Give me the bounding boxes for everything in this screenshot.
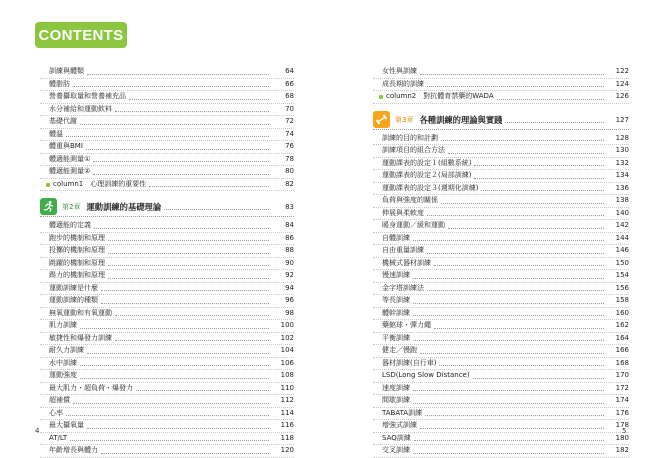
toc-entry[interactable] (373, 283, 629, 296)
toc-entry[interactable] (373, 420, 629, 433)
leader-dots (86, 148, 269, 150)
toc-entry-page: 168 (615, 358, 629, 367)
toc-entry[interactable] (40, 141, 294, 154)
toc-entry-title: 營養攝取量和營養補充品 (49, 92, 126, 100)
toc-entry-page: 108 (280, 371, 294, 379)
toc-entry[interactable] (373, 145, 629, 158)
toc-entry[interactable] (373, 445, 629, 458)
leader-dots (441, 202, 604, 204)
leader-dots (94, 227, 269, 229)
toc-entry-page: 142 (615, 221, 629, 229)
toc-entry[interactable] (40, 220, 294, 233)
toc-entry-page: 92 (285, 271, 294, 279)
toc-entry[interactable] (373, 333, 629, 346)
toc-entry[interactable] (40, 308, 294, 321)
toc-entry-title: 訓練與體類 (49, 67, 84, 75)
leader-dots (115, 110, 269, 112)
toc-entry[interactable] (40, 370, 294, 383)
toc-entry-title: 運動課表的設定１(組數系統) (382, 158, 472, 167)
toc-entry-title: 體適能的定義 (49, 221, 91, 229)
toc-entry[interactable] (373, 245, 629, 258)
leader-dots (427, 252, 604, 254)
toc-entry-title: 運動課表的設定２(局部訓練) (382, 171, 472, 179)
toc-entry[interactable] (373, 320, 629, 333)
toc-entry-title: 體脂肪 (49, 79, 70, 88)
running-person-icon (40, 198, 57, 215)
column-note-page: 126 (615, 92, 629, 100)
leader-dots (115, 339, 269, 341)
leader-dots (108, 239, 269, 241)
toc-entry[interactable] (373, 170, 629, 183)
toc-entry[interactable] (373, 358, 629, 371)
toc-entry-title: 訓練的目的和計劃 (382, 133, 438, 142)
toc-entry-title: 敏捷性和爆發力訓練 (49, 333, 112, 342)
leader-dots (474, 164, 604, 166)
page-number-right: 5 (622, 427, 627, 435)
chapter-number: 第3章 (395, 115, 414, 124)
toc-entry-page: 150 (615, 258, 629, 267)
leader-dots (413, 402, 604, 404)
leader-dots (101, 452, 269, 454)
toc-entry-page: 128 (615, 133, 629, 142)
leader-dots (413, 314, 604, 316)
toc-entry[interactable] (373, 345, 629, 358)
toc-entry-page: 72 (285, 117, 294, 125)
toc-entry-page: 68 (285, 92, 294, 100)
toc-entry-title: 暖身運動／緩和運動 (382, 221, 445, 229)
toc-entry-page: 174 (615, 396, 629, 404)
toc-entry[interactable] (40, 166, 294, 179)
toc-entry-page: 70 (285, 104, 294, 113)
toc-entry[interactable] (373, 79, 629, 92)
toc-entry-page: 86 (285, 233, 294, 242)
toc-entry[interactable] (373, 66, 629, 79)
leader-dots (73, 402, 269, 404)
toc-entry-page: 122 (615, 67, 629, 75)
toc-entry-title: 增強式訓練 (382, 421, 417, 429)
toc-entry[interactable] (373, 270, 629, 283)
toc-entry-page: 158 (615, 296, 629, 304)
toc-entry[interactable] (40, 66, 294, 79)
leader-dots (420, 352, 604, 354)
toc-left-column (40, 66, 294, 458)
toc-entry-page: 154 (615, 271, 629, 279)
toc-entry-title: 平衡訓練 (382, 333, 410, 342)
toc-entry-title: LSD(Long Slow Distance) (382, 371, 470, 379)
toc-entry-page: 170 (615, 371, 629, 379)
toc-entry-title: 機械式器材訓練 (382, 258, 431, 267)
leader-dots (420, 427, 604, 429)
leader-dots (473, 377, 604, 379)
toc-entry[interactable] (373, 233, 629, 246)
toc-entry-title: 無氧運動和有氧運動 (49, 308, 112, 317)
toc-entry[interactable] (40, 104, 294, 117)
toc-entry-title: 速度訓練 (382, 383, 410, 392)
toc-entry[interactable] (373, 195, 629, 208)
toc-entry-title: 交叉訓練 (382, 446, 410, 454)
leader-dots (108, 264, 269, 266)
toc-entry[interactable] (40, 129, 294, 142)
toc-entry-title: 最大肌力・超負荷・爆發力 (49, 383, 133, 392)
toc-entry-page: 90 (285, 258, 294, 267)
toc-entry-title: 等長訓練 (382, 296, 410, 304)
toc-entry-title: 運動強度 (49, 371, 77, 379)
leader-dots (87, 427, 269, 429)
leader-dots (413, 239, 604, 241)
toc-entry-title: 體重與BMI (49, 142, 83, 150)
toc-entry-page: 66 (285, 79, 294, 88)
leader-dots (497, 98, 604, 100)
chapter-page: 83 (285, 203, 294, 211)
toc-entry-page: 110 (280, 383, 294, 392)
leader-dots (448, 227, 604, 229)
toc-entry[interactable] (373, 408, 629, 421)
toc-entry-title: 慢速訓練 (382, 271, 410, 279)
leader-dots (505, 121, 604, 123)
toc-entry-page: 124 (615, 79, 629, 88)
column-note-2[interactable] (373, 91, 629, 104)
toc-right-column (373, 66, 629, 458)
toc-entry-title: 金字塔訓練法 (382, 283, 424, 292)
leader-dots (87, 73, 269, 75)
toc-entry-page: 176 (615, 408, 629, 417)
toc-entry[interactable] (373, 158, 629, 171)
toc-entry[interactable] (40, 395, 294, 408)
chapter-2-heading[interactable] (40, 198, 294, 217)
toc-entry[interactable] (373, 295, 629, 308)
toc-entry-title: 體溫 (49, 129, 63, 138)
toc-entry[interactable] (40, 270, 294, 283)
toc-entry-title: 水分補給和運動飲料 (49, 104, 112, 113)
toc-entry-title: 最大攝氧量 (49, 421, 84, 429)
toc-entry-page: 144 (615, 233, 629, 242)
toc-entry[interactable] (40, 433, 294, 446)
toc-entry-title: 體幹訓練 (382, 308, 410, 317)
leader-dots (66, 414, 269, 416)
toc-entry-title: 踢力的機制和原理 (49, 271, 105, 279)
toc-entry-page: 112 (280, 396, 294, 404)
toc-entry-page: 156 (615, 283, 629, 292)
toc-entry-title: 體適能測量① (49, 154, 91, 163)
toc-entry-page: 164 (615, 333, 629, 342)
toc-entry-page: 166 (615, 346, 629, 354)
toc-entry-title: 投擲的機制和原理 (49, 246, 105, 254)
toc-entry-page: 130 (615, 146, 629, 154)
toc-entry[interactable] (40, 91, 294, 104)
toc-entry-title: 負荷與強度的關係 (382, 196, 438, 204)
toc-entry[interactable] (40, 258, 294, 271)
leader-dots (427, 85, 604, 87)
toc-entry-page: 102 (280, 333, 294, 342)
leader-dots (427, 289, 604, 291)
toc-left-top-list (40, 66, 294, 179)
toc-entry[interactable] (373, 395, 629, 408)
toc-entry[interactable] (373, 220, 629, 233)
leader-dots (439, 364, 604, 366)
square-bullet-icon (46, 183, 50, 187)
leader-dots (70, 439, 269, 441)
leader-dots (80, 123, 269, 125)
leader-dots (414, 439, 604, 441)
toc-entry-page: 146 (615, 246, 629, 254)
toc-entry-page: 136 (615, 183, 629, 192)
leader-dots (427, 214, 604, 216)
toc-entry-title: 女性與訓練 (382, 67, 417, 75)
chapter-3-heading[interactable] (373, 111, 629, 130)
chapter-title: 各種訓練的理論與實踐 (419, 114, 503, 125)
toc-entry-title: 自體訓練 (382, 233, 410, 242)
toc-entry-title: 跳躍的機制和原理 (49, 258, 105, 267)
toc-entry[interactable] (373, 383, 629, 396)
toc-entry[interactable] (40, 408, 294, 421)
toc-entry-page: 94 (285, 283, 294, 292)
chapter-page: 127 (615, 115, 629, 124)
toc-right-top-list (373, 66, 629, 91)
toc-entry[interactable] (40, 358, 294, 371)
toc-entry-page: 76 (285, 142, 294, 150)
toc-entry-page: 116 (280, 421, 294, 429)
leader-dots (420, 73, 604, 75)
toc-entry[interactable] (40, 320, 294, 333)
toc-entry-title: 水中訓練 (49, 358, 77, 367)
toc-entry[interactable] (40, 445, 294, 458)
toc-right-chapter-list (373, 133, 629, 458)
toc-entry-title: 運動訓練的種類 (49, 296, 98, 304)
leader-dots (80, 377, 269, 379)
toc-entry-title: 訓練項目的組合方法 (382, 146, 445, 154)
toc-entry-page: 96 (285, 296, 294, 304)
toc-entry-page: 114 (280, 408, 294, 417)
leader-dots (93, 160, 269, 162)
toc-entry-title: 運動課表的設定３(週期化訓練) (382, 183, 479, 192)
toc-entry[interactable] (40, 233, 294, 246)
leader-dots (80, 364, 269, 366)
toc-entry-page: 182 (615, 446, 629, 454)
toc-entry-page: 138 (615, 196, 629, 204)
toc-entry-page: 172 (615, 383, 629, 392)
toc-entry[interactable] (373, 258, 629, 271)
toc-entry-title: 間歇訓練 (382, 396, 410, 404)
column-note-page: 82 (285, 179, 294, 188)
toc-entry[interactable] (40, 295, 294, 308)
leader-dots (441, 139, 604, 141)
toc-entry-page: 132 (615, 158, 629, 167)
column-note-1[interactable] (40, 179, 294, 192)
leader-dots (164, 208, 269, 210)
toc-entry[interactable] (40, 245, 294, 258)
leader-dots (93, 173, 269, 175)
toc-entry-page: 84 (285, 221, 294, 229)
toc-entry-title: 基礎代謝 (49, 117, 77, 125)
toc-entry-title: 運動訓練是什麼 (49, 283, 98, 292)
leader-dots (434, 327, 604, 329)
toc-entry-page: 78 (285, 154, 294, 163)
leader-dots (149, 185, 269, 187)
toc-entry[interactable] (40, 345, 294, 358)
toc-entry-title: 器材訓練(自行車) (382, 358, 437, 367)
leader-dots (413, 452, 604, 454)
toc-left-chapter-list (40, 220, 294, 458)
toc-entry-title: SAQ訓練 (382, 433, 411, 442)
dumbbell-icon (373, 111, 390, 128)
toc-entry[interactable] (40, 283, 294, 296)
leader-dots (73, 85, 269, 87)
leader-dots (87, 352, 269, 354)
toc-entry-page: 162 (615, 321, 629, 329)
toc-entry-page: 64 (285, 67, 294, 75)
leader-dots (413, 277, 604, 279)
toc-entry-title: 藥館球・彈力繩 (382, 321, 431, 329)
leader-dots (101, 289, 269, 291)
toc-entry-title: 跑步的機制和原理 (49, 233, 105, 242)
toc-entry[interactable] (40, 79, 294, 92)
toc-entry[interactable] (40, 383, 294, 396)
toc-entry-title: 健走／慢跑 (382, 346, 417, 354)
leader-dots (136, 389, 269, 391)
toc-entry[interactable] (373, 308, 629, 321)
leader-dots (108, 277, 269, 279)
leader-dots (434, 264, 604, 266)
toc-entry[interactable] (373, 370, 629, 383)
leader-dots (481, 189, 604, 191)
leader-dots (101, 302, 269, 304)
toc-entry-page: 80 (285, 167, 294, 175)
toc-entry-title: 心率 (49, 408, 63, 417)
toc-entry[interactable] (373, 208, 629, 221)
toc-entry-title: 超補償 (49, 396, 70, 404)
toc-entry-title: 體適能測量② (49, 167, 91, 175)
toc-entry-page: 118 (280, 433, 294, 442)
toc-entry-title: 伸展與柔軟度 (382, 208, 424, 217)
toc-entry-title: 肌力訓練 (49, 321, 77, 329)
square-bullet-icon (379, 95, 383, 99)
toc-entry-page: 98 (285, 308, 294, 317)
toc-entry-page: 88 (285, 246, 294, 254)
toc-entry-title: 成長期的訓練 (382, 79, 424, 88)
toc-entry[interactable] (40, 116, 294, 129)
leader-dots (413, 389, 604, 391)
leader-dots (413, 339, 604, 341)
toc-entry[interactable] (373, 183, 629, 196)
toc-entry[interactable] (40, 154, 294, 167)
leader-dots (413, 302, 604, 304)
toc-entry-page: 100 (280, 321, 294, 329)
leader-dots (66, 135, 269, 137)
toc-entry[interactable] (373, 133, 629, 146)
toc-entry[interactable] (40, 333, 294, 346)
toc-entry-page: 140 (615, 208, 629, 217)
leader-dots (108, 252, 269, 254)
toc-entry-title: TABATA訓練 (382, 408, 423, 417)
page-number-left: 4 (35, 427, 40, 435)
toc-entry-title: 耐久力訓練 (49, 346, 84, 354)
toc-entry-page: 134 (615, 171, 629, 179)
leader-dots (129, 98, 269, 100)
toc-entry-title: 年齡增長與體力 (49, 446, 98, 454)
column-note-text: column1 心理訓練的重要性 (53, 179, 147, 188)
toc-entry-page: 106 (280, 358, 294, 367)
toc-entry-page: 180 (615, 433, 629, 442)
column-note-text: column2 對抗體育禁藥的WADA (386, 92, 494, 100)
chapter-number: 第2章 (62, 203, 81, 211)
toc-entry-page: 74 (285, 129, 294, 138)
toc-entry-page: 104 (280, 346, 294, 354)
toc-entry-title: AT/LT (49, 433, 68, 442)
toc-entry-page: 178 (615, 421, 629, 429)
toc-entry-page: 160 (615, 308, 629, 317)
leader-dots (80, 327, 269, 329)
leader-dots (115, 314, 269, 316)
toc-entry-title: 自由重量訓練 (382, 246, 424, 254)
leader-dots (425, 414, 604, 416)
leader-dots (474, 177, 604, 179)
contents-title: CONTENTS (35, 22, 127, 48)
toc-entry-page: 120 (280, 446, 294, 454)
chapter-title: 運動訓練的基礎理論 (86, 202, 162, 212)
leader-dots (448, 152, 604, 154)
toc-entry[interactable] (373, 433, 629, 446)
toc-entry[interactable] (40, 420, 294, 433)
